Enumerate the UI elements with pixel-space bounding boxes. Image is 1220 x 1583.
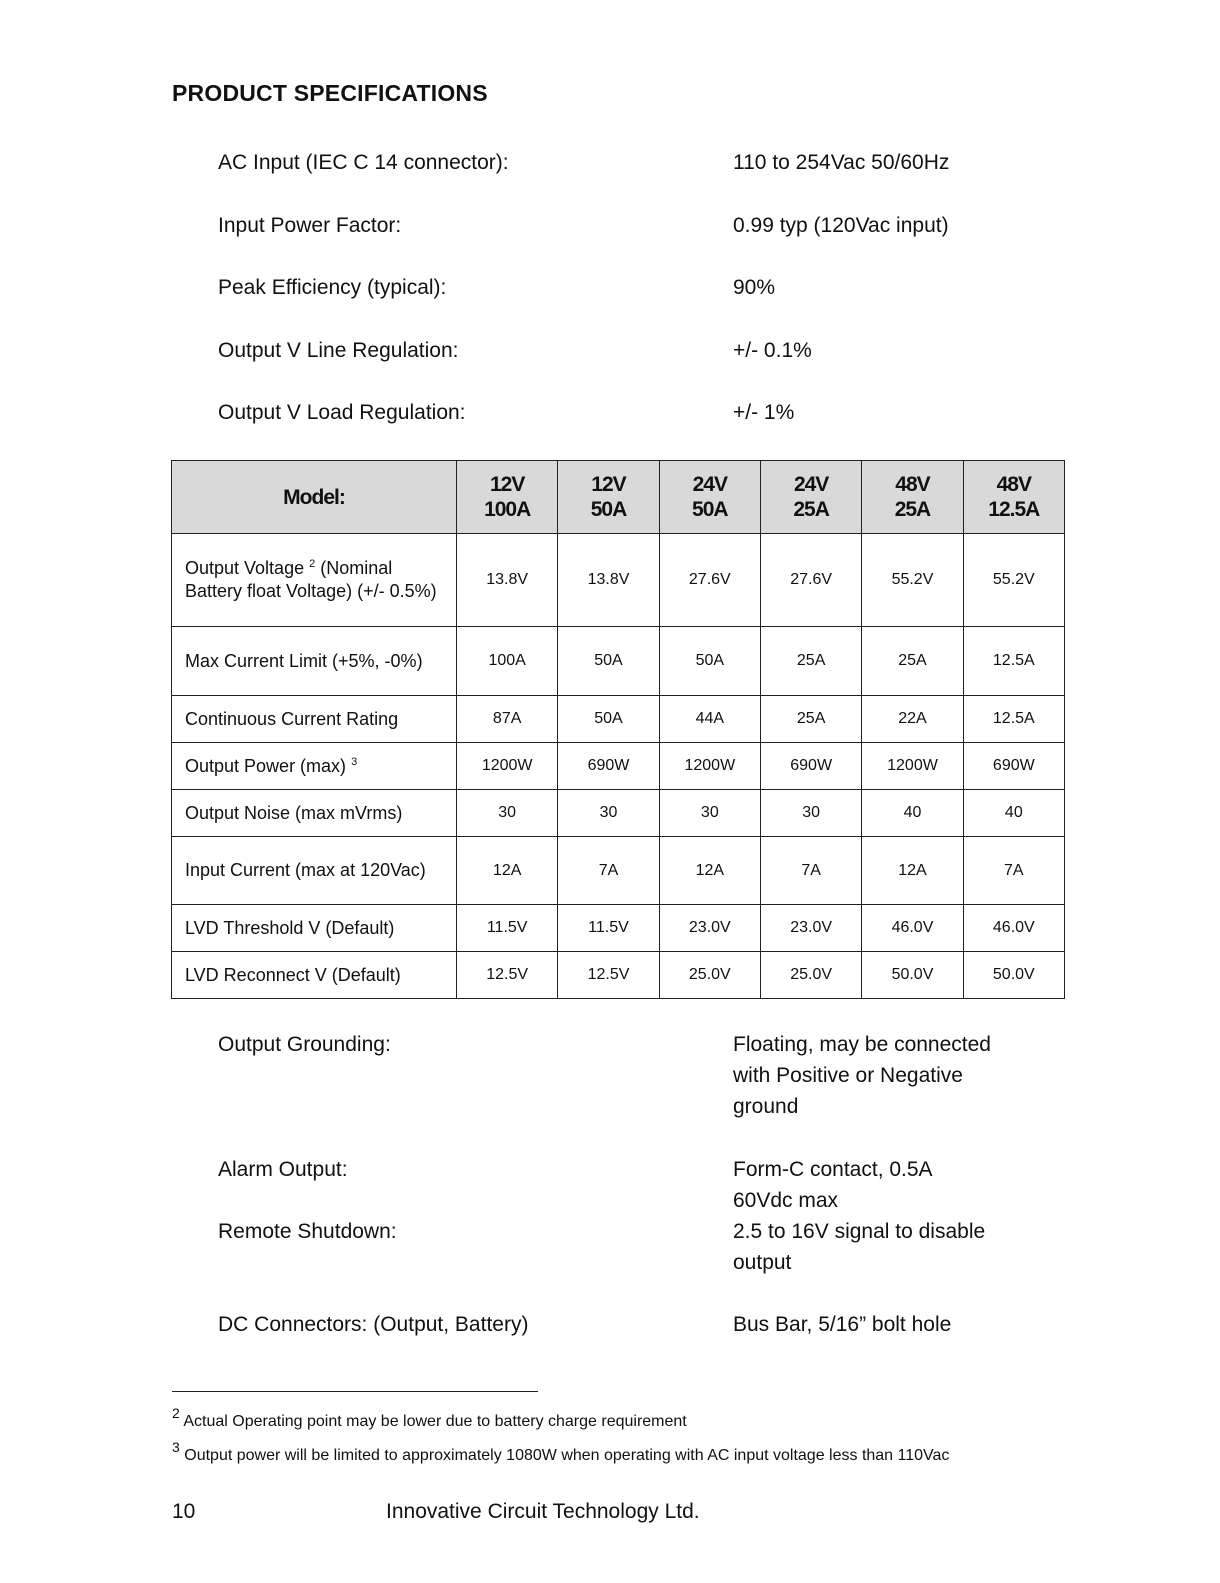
spec-label-ac-input: AC Input (IEC C 14 connector): (218, 151, 509, 174)
table-cell: 87A (457, 696, 558, 743)
table-cell: 11.5V (457, 905, 558, 952)
table-cell: 690W (558, 743, 659, 790)
table-row (172, 905, 1065, 952)
header-model: 12V 50A (558, 461, 659, 534)
spec-value-remote-shutdown: 2.5 to 16V signal to disable output (733, 1220, 986, 1274)
table-cell: 12A (862, 837, 963, 905)
table-row (172, 696, 1065, 743)
header-model: 48V 25A (862, 461, 963, 534)
table-cell: 27.6V (659, 534, 760, 627)
spec-value-efficiency: 90% (733, 276, 776, 299)
table-cell: 23.0V (659, 905, 760, 952)
table-cell: 7A (760, 837, 861, 905)
spec-label-alarm: Alarm Output: (218, 1158, 348, 1181)
page-number: 10 (172, 1500, 196, 1523)
table-row (172, 743, 1065, 790)
table-cell: 23.0V (760, 905, 861, 952)
table-cell: 12.5A (963, 627, 1064, 696)
table-cell: 11.5V (558, 905, 659, 952)
table-cell: 690W (963, 743, 1064, 790)
row-label: Output Voltage $^2$ (Nominal Battery float Voltage) (+/- 0.5%) (172, 534, 457, 627)
table-cell: 27.6V (760, 534, 861, 627)
row-label: Continuous Current Rating (172, 696, 457, 743)
spec-value-load-regulation: +/- 1% (733, 401, 795, 424)
table-cell: 30 (558, 790, 659, 837)
spec-value-grounding: Floating, may be connected with Positive or Negative ground (733, 1033, 991, 1118)
footnote-2: 2 Actual Operating point may be lower due to battery charge requirement (172, 1405, 687, 1430)
row-label: Input Current (max at 120Vac) (172, 837, 457, 905)
table-row (172, 952, 1065, 999)
table-row (172, 790, 1065, 837)
table-cell: 55.2V (862, 534, 963, 627)
footnote-3: 3 Output power will be limited to approximately 1080W when operating with AC input voltage less than 110Vac (172, 1439, 950, 1464)
table-cell: 1200W (457, 743, 558, 790)
table-cell: 25.0V (760, 952, 861, 999)
table-cell: 100A (457, 627, 558, 696)
table-cell: 55.2V (963, 534, 1064, 627)
spec-value-power-factor: 0.99 typ (120Vac input) (733, 214, 949, 237)
table-header-row (172, 461, 1065, 534)
spec-label-power-factor: Input Power Factor: (218, 214, 402, 237)
header-model: 24V 50A (659, 461, 760, 534)
table-cell: 30 (457, 790, 558, 837)
spec-label-line-regulation: Output V Line Regulation: (218, 339, 459, 362)
table-cell: 50A (659, 627, 760, 696)
table-cell: 30 (760, 790, 861, 837)
row-label: LVD Reconnect V (Default) (172, 952, 457, 999)
table-cell: 44A (659, 696, 760, 743)
table-cell: 12.5V (558, 952, 659, 999)
table-cell: 50A (558, 696, 659, 743)
table-cell: 13.8V (558, 534, 659, 627)
table-row (172, 627, 1065, 696)
table-cell: 1200W (862, 743, 963, 790)
table-cell: 25A (862, 627, 963, 696)
footnote-divider (172, 1391, 538, 1392)
table-cell: 25A (760, 627, 861, 696)
table-cell: 12.5V (457, 952, 558, 999)
table-cell: 46.0V (862, 905, 963, 952)
table-cell: 50.0V (963, 952, 1064, 999)
table-cell: 25.0V (659, 952, 760, 999)
table-cell: 50.0V (862, 952, 963, 999)
table-cell: 12A (659, 837, 760, 905)
spec-label-load-regulation: Output V Load Regulation: (218, 401, 466, 424)
table-cell: 30 (659, 790, 760, 837)
table-cell: 25A (760, 696, 861, 743)
table-cell: 40 (862, 790, 963, 837)
table-cell: 7A (963, 837, 1064, 905)
row-label: Max Current Limit (+5%, -0%) (172, 627, 457, 696)
header-model: 48V 12.5A (963, 461, 1064, 534)
spec-label-remote-shutdown: Remote Shutdown: (218, 1220, 397, 1243)
table-row (172, 534, 1065, 627)
spec-value-line-regulation: +/- 0.1% (733, 339, 812, 362)
table-cell: 13.8V (457, 534, 558, 627)
footer-company: Innovative Circuit Technology Ltd. (386, 1500, 700, 1523)
table-cell: 40 (963, 790, 1064, 837)
table-cell: 690W (760, 743, 861, 790)
table-row (172, 837, 1065, 905)
table-cell: 22A (862, 696, 963, 743)
table-cell: 7A (558, 837, 659, 905)
spec-label-efficiency: Peak Efficiency (typical): (218, 276, 447, 299)
row-label: Output Noise (max mVrms) (172, 790, 457, 837)
row-label: LVD Threshold V (Default) (172, 905, 457, 952)
header-model: 12V 100A (457, 461, 558, 534)
spec-label-dc-connectors: DC Connectors: (Output, Battery) (218, 1313, 529, 1336)
header-model-label: Model: (172, 461, 457, 534)
table-cell: 50A (558, 627, 659, 696)
spec-label-grounding: Output Grounding: (218, 1033, 391, 1056)
model-spec-table (171, 460, 1065, 999)
table-cell: 12A (457, 837, 558, 905)
page-title: PRODUCT SPECIFICATIONS (172, 80, 488, 106)
spec-value-ac-input: 110 to 254Vac 50/60Hz (733, 151, 950, 174)
row-label: Output Power (max) $^3$ (172, 743, 457, 790)
header-model: 24V 25A (760, 461, 861, 534)
table-cell: 1200W (659, 743, 760, 790)
spec-value-alarm: Form-C contact, 0.5A 60Vdc max (733, 1158, 932, 1212)
spec-value-dc-connectors: Bus Bar, 5/16” bolt hole (733, 1313, 952, 1336)
table-cell: 46.0V (963, 905, 1064, 952)
table-cell: 12.5A (963, 696, 1064, 743)
